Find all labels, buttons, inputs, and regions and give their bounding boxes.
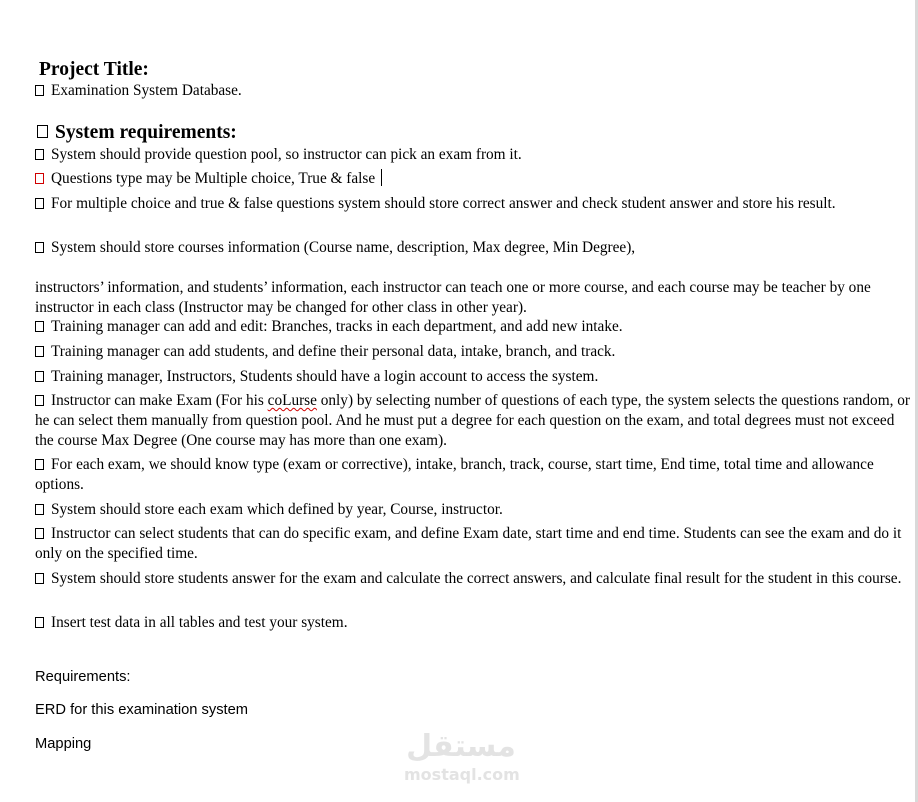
requirement-text: System should store students answer for the exam and calculate the correct answers, and calculate final result for the student in this course. <box>51 570 902 587</box>
requirement-text: System should store each exam which defined by year, Course, instructor. <box>51 501 503 518</box>
requirement-item <box>35 391 913 451</box>
requirement-item <box>35 569 913 589</box>
requirement-item <box>35 238 915 258</box>
checkbox-bullet-icon <box>35 617 44 628</box>
text-cursor <box>381 169 382 186</box>
requirement-text: instructors’ information, and students’ information, each instructor can teach one or more course, and each course may be teacher by one instructor in each class (Instructor may be changed for other class in other year). <box>35 279 871 316</box>
requirement-text: Training manager can add and edit: Branches, tracks in each department, and add new intake. <box>51 318 623 335</box>
project-title-line <box>35 81 915 101</box>
requirement-text: Questions type may be Multiple choice, True & false <box>51 170 376 187</box>
requirement-text: System should provide question pool, so instructor can pick an exam from it. <box>51 146 522 163</box>
requirement-item <box>35 367 915 387</box>
checkbox-bullet-icon <box>35 321 44 332</box>
requirement-text: only) by selecting number of questions of each type, the system selects the questions random, or he can select them manually from question pool. And he must put a degree for each question on the exam, and total degrees must not exceed the course Max Degree (One course may has more than one exam). <box>35 392 910 449</box>
checkbox-bullet-icon <box>35 459 44 470</box>
requirement-item <box>35 145 915 165</box>
requirement-text: Instructor can make Exam (For his <box>51 392 268 409</box>
watermark-latin: mostaql.com <box>404 765 520 784</box>
checkbox-bullet-icon <box>35 371 44 382</box>
requirement-item <box>35 317 915 337</box>
system-requirements-heading: System requirements: <box>55 122 237 143</box>
requirement-text: For multiple choice and true & false questions system should store correct answer and check student answer and store his result. <box>51 195 836 212</box>
checkbox-bullet-icon <box>35 173 44 184</box>
checkbox-bullet-icon <box>35 85 44 96</box>
checkbox-bullet-icon <box>35 198 44 209</box>
misspelled-word[interactable]: coLurse <box>267 392 317 409</box>
requirement-text: Training manager can add students, and define their personal data, intake, branch, and track. <box>51 343 616 360</box>
requirement-text: Instructor can select students that can do specific exam, and define Exam date, start time and end time. Students can see the exam and do it only on the specified time. <box>35 525 902 562</box>
requirement-item <box>35 524 913 564</box>
requirement-item <box>35 169 915 189</box>
mostaql-watermark <box>404 728 518 788</box>
checkbox-bullet-icon <box>35 504 44 515</box>
checkbox-bullet-icon <box>35 395 44 406</box>
watermark-arabic: مستقل <box>406 729 516 764</box>
checkbox-bullet-icon <box>35 346 44 357</box>
erd-label: ERD for this examination system <box>35 702 249 718</box>
checkbox-bullet-icon <box>35 573 44 584</box>
checkbox-bullet-icon <box>37 125 48 138</box>
project-title-heading: Project Title: <box>39 59 149 80</box>
requirement-text: Insert test data in all tables and test your system. <box>51 614 348 631</box>
system-requirements-heading-line <box>37 121 237 145</box>
requirement-text: Training manager, Instructors, Students should have a login account to access the system. <box>51 368 599 385</box>
project-title-value: Examination System Database. <box>51 82 242 99</box>
checkbox-bullet-icon <box>35 528 44 539</box>
checkbox-bullet-icon <box>35 242 44 253</box>
mapping-label: Mapping <box>35 736 92 752</box>
requirement-continuation <box>35 278 913 318</box>
requirement-item <box>35 613 915 633</box>
requirement-text: For each exam, we should know type (exam or corrective), intake, branch, track, course, start time, End time, total time and allowance options. <box>35 456 874 493</box>
requirement-text: System should store courses information (Course name, description, Max degree, Min Degree), <box>51 239 636 256</box>
requirements-label: Requirements: <box>35 669 131 685</box>
requirement-item <box>35 342 915 362</box>
checkbox-bullet-icon <box>35 149 44 160</box>
requirement-item <box>35 455 913 495</box>
requirement-item <box>35 500 915 520</box>
requirement-item <box>35 194 913 214</box>
